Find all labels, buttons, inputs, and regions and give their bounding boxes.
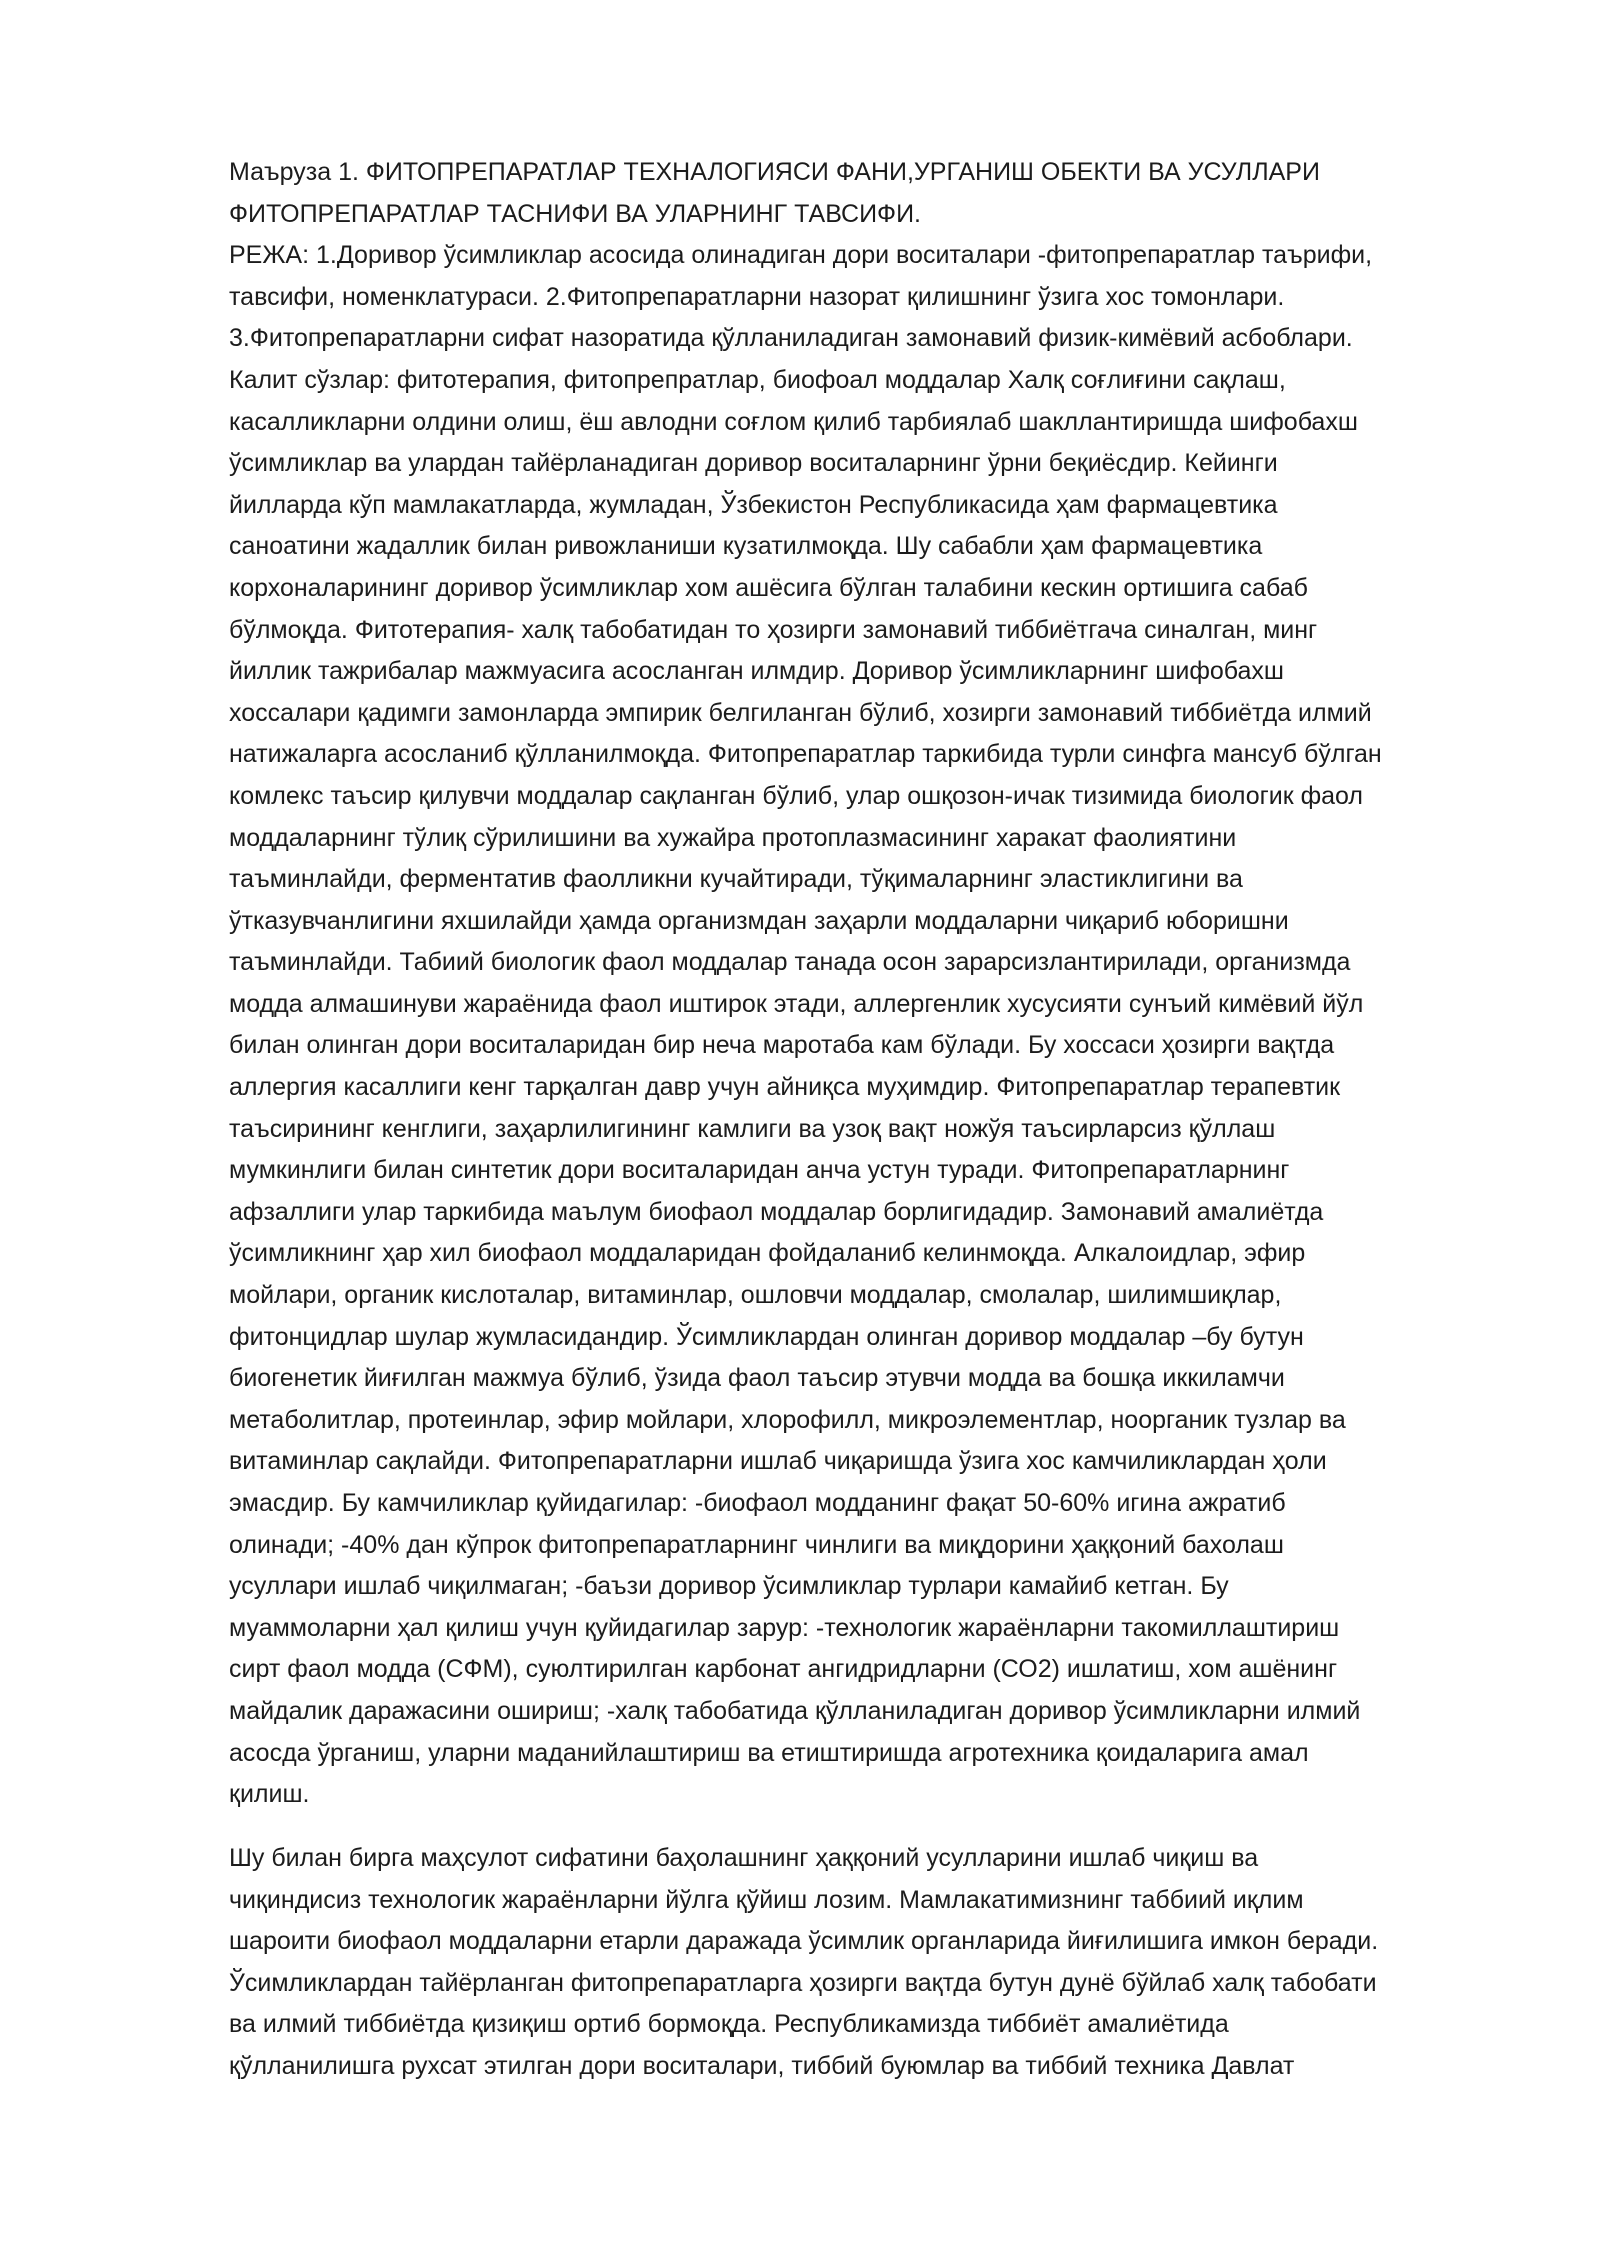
text-line: сирт фаол модда (СФМ), суюлтирилган карбонат ангидридларни (СО2) ишлатиш, хом ашёнинг (229, 1655, 1338, 1684)
text-line: қўлланилишга рухсат этилган дори воситалари, тиббий буюмлар ва тиббий техника Давлат (229, 2051, 1295, 2080)
text-line: комлекс таъсир қилувчи моддалар сақланган бўлиб, улар ошқозон-ичак тизимида биологик фаол (229, 781, 1363, 810)
text-line: Шу билан бирга маҳсулот сифатини баҳолашнинг ҳаққоний усулларини ишлаб чиқиш ва (229, 1844, 1259, 1872)
text-line: моддаларнинг тўлиқ сўрилишини ва хужайра протоплазмасининг харакат фаолиятини (229, 823, 1237, 852)
text-line: мойлари, органик кислоталар, витаминлар, ошловчи моддалар, смолалар, шилимшиқлар, (229, 1281, 1282, 1310)
text-line: метаболитлар, протеинлар, эфир мойлари, хлорофилл, микроэлементлар, ноорганик тузлар ва (229, 1405, 1346, 1434)
text-line: чиқиндисиз технологик жараёнларни йўлга қўйиш лозим. Мамлакатимизнинг таббиий иқлим (229, 1885, 1304, 1914)
text-line: тавсифи, номенклатураси. 2.Фитопрепаратларни назорат қилишнинг ўзига хос томонлари. (229, 282, 1285, 311)
text-line: мумкинлиги билан синтетик дори воситаларидан анча устун туради. Фитопрепаратларнинг (229, 1156, 1290, 1185)
text-line: Маъруза 1. ФИТОПРЕПАРАТЛАР ТЕХНАЛОГИЯСИ ФАНИ,УРГАНИШ ОБЕКТИ ВА УСУЛЛАРИ (229, 158, 1320, 186)
text-line: бўлмоқда. Фитотерапия- халқ табобатидан то ҳозирги замонавий тиббиётгача синалган, минг (229, 615, 1318, 644)
text-line: фитонцидлар шулар жумласидандир. Ўсимликлардан олинган доривор моддалар –бу бутун (229, 1322, 1304, 1351)
text-line: модда алмашинуви жараёнида фаол иштирок этади, аллергенлик хусусияти сунъий кимёвий йўл (229, 989, 1364, 1018)
text-line: таъсирининг кенглиги, заҳарлилигининг камлиги ва узоқ вақт ножўя таъсирларсиз қўллаш (229, 1114, 1276, 1143)
text-line: эмасдир. Бу камчиликлар қуйидагилар: -биофаол модданинг фақат 50-60% игина ажратиб (229, 1489, 1286, 1517)
text-line: касалликларни олдини олиш, ёш авлодни соғлом қилиб тарбиялаб шакллантиришда шифобахш (229, 407, 1358, 436)
text-line: биогенетик йиғилган мажмуа бўлиб, ўзида фаол таъсир этувчи модда ва бошқа иккиламчи (229, 1364, 1285, 1393)
text-line: ўсимликлар ва улардан тайёрланадиган доривор воситаларнинг ўрни беқиёсдир. Кейинги (229, 449, 1278, 478)
text-line: олинади; -40% дан кўпрок фитопрепаратларнинг чинлиги ва миқдорини ҳаққоний бахолаш (229, 1530, 1284, 1559)
text-line: шароити биофаол моддаларни етарли даражада ўсимлик органларида йиғилишига имкон беради. (229, 1927, 1379, 1956)
text-line: асосда ўрганиш, уларни маданийлаштириш ва етиштиришда агротехника қоидаларига амал (229, 1738, 1309, 1767)
text-line: Ўсимликлардан тайёрланган фитопрепаратларга ҳозирги вақтда бутун дунё бўйлаб халқ табобати (229, 1968, 1377, 1997)
text-line: саноатини жадаллик билан ривожланиши кузатилмоқда. Шу сабабли ҳам фармацевтика (229, 532, 1263, 561)
text-line: таъминлайди. Табиий биологик фаол моддалар танада осон зарарсизлантирилади, организмда (229, 948, 1351, 977)
text-line: йилларда кўп мамлакатларда, жумладан, Ўзбекистон Республикасида ҳам фармацевтика (229, 490, 1278, 519)
paragraph-1 (229, 152, 1529, 1816)
text-line: таъминлайди, ферментатив фаолликни кучайтиради, тўқималарнинг эластиклигини ва (229, 865, 1243, 894)
paragraph-2 (229, 1838, 1529, 2088)
text-line: ўтказувчанлигини яхшилайди ҳамда организмдан заҳарли моддаларни чиқариб юборишни (229, 906, 1289, 935)
text-line: майдалик даражасини ошириш; -халқ табобатида қўлланиладиган доривор ўсимликларни илмий (229, 1696, 1361, 1725)
text-line: ўсимликнинг ҳар хил биофаол моддаларидан фойдаланиб келинмоқда. Алкалоидлар, эфир (229, 1239, 1306, 1268)
text-line: йиллик тажрибалар мажмуасига асосланган илмдир. Доривор ўсимликларнинг шифобахш (229, 657, 1284, 686)
text-line: натижаларга асосланиб қўлланилмоқда. Фитопрепаратлар таркибида турли синфга мансуб бўлган (229, 740, 1382, 769)
text-line: қилиш. (229, 1780, 310, 1809)
text-line: ФИТОПРЕПАРАТЛАР ТАСНИФИ ВА УЛАРНИНГ ТАВСИФИ. (229, 199, 921, 228)
text-line: 3.Фитопрепаратларни сифат назоратида қўлланиладиган замонавий физик-кимёвий асбоблари. (229, 324, 1353, 353)
text-line: РЕЖА: 1.Доривор ўсимликлар асосида олинадиган дори воситалари -фитопрепаратлар таърифи, (229, 241, 1373, 270)
text-line: корхоналарининг доривор ўсимликлар хом ашёсига бўлган талабини кескин ортишига сабаб (229, 573, 1308, 602)
text-line: усуллари ишлаб чиқилмаган; -баъзи доривор ўсимликлар турлари камайиб кетган. Бу (229, 1572, 1229, 1601)
text-line: афзаллиги улар таркибида маълум биофаол моддалар борлигидадир. Замонавий амалиётда (229, 1197, 1324, 1226)
text-line: ва илмий тиббиётда қизиқиш ортиб бормоқда. Республикамизда тиббиёт амалиётида (229, 2010, 1229, 2039)
text-line: витаминлар сақлайди. Фитопрепаратларни ишлаб чиқаришда ўзига хос камчиликлардан ҳоли (229, 1447, 1327, 1476)
text-line: аллергия касаллиги кенг тарқалган давр учун айниқса муҳимдир. Фитопрепаратлар терапевтик (229, 1073, 1341, 1102)
text-line: муаммоларни ҳал қилиш учун қуйидагилар зарур: -технологик жараёнларни такомиллаштириш (229, 1613, 1340, 1642)
text-line: хоссалари қадимги замонларда эмпирик белгиланган бўлиб, хозирги замонавий тиббиётда илмий (229, 698, 1372, 727)
text-line: Калит сўзлар: фитотерапия, фитопрепратлар, биофоал моддалар Халқ соғлиғини сақлаш, (229, 365, 1286, 394)
text-line: билан олинган дори воситаларидан бир неча маротаба кам бўлади. Бу хоссаси ҳозирги вақтда (229, 1031, 1335, 1060)
